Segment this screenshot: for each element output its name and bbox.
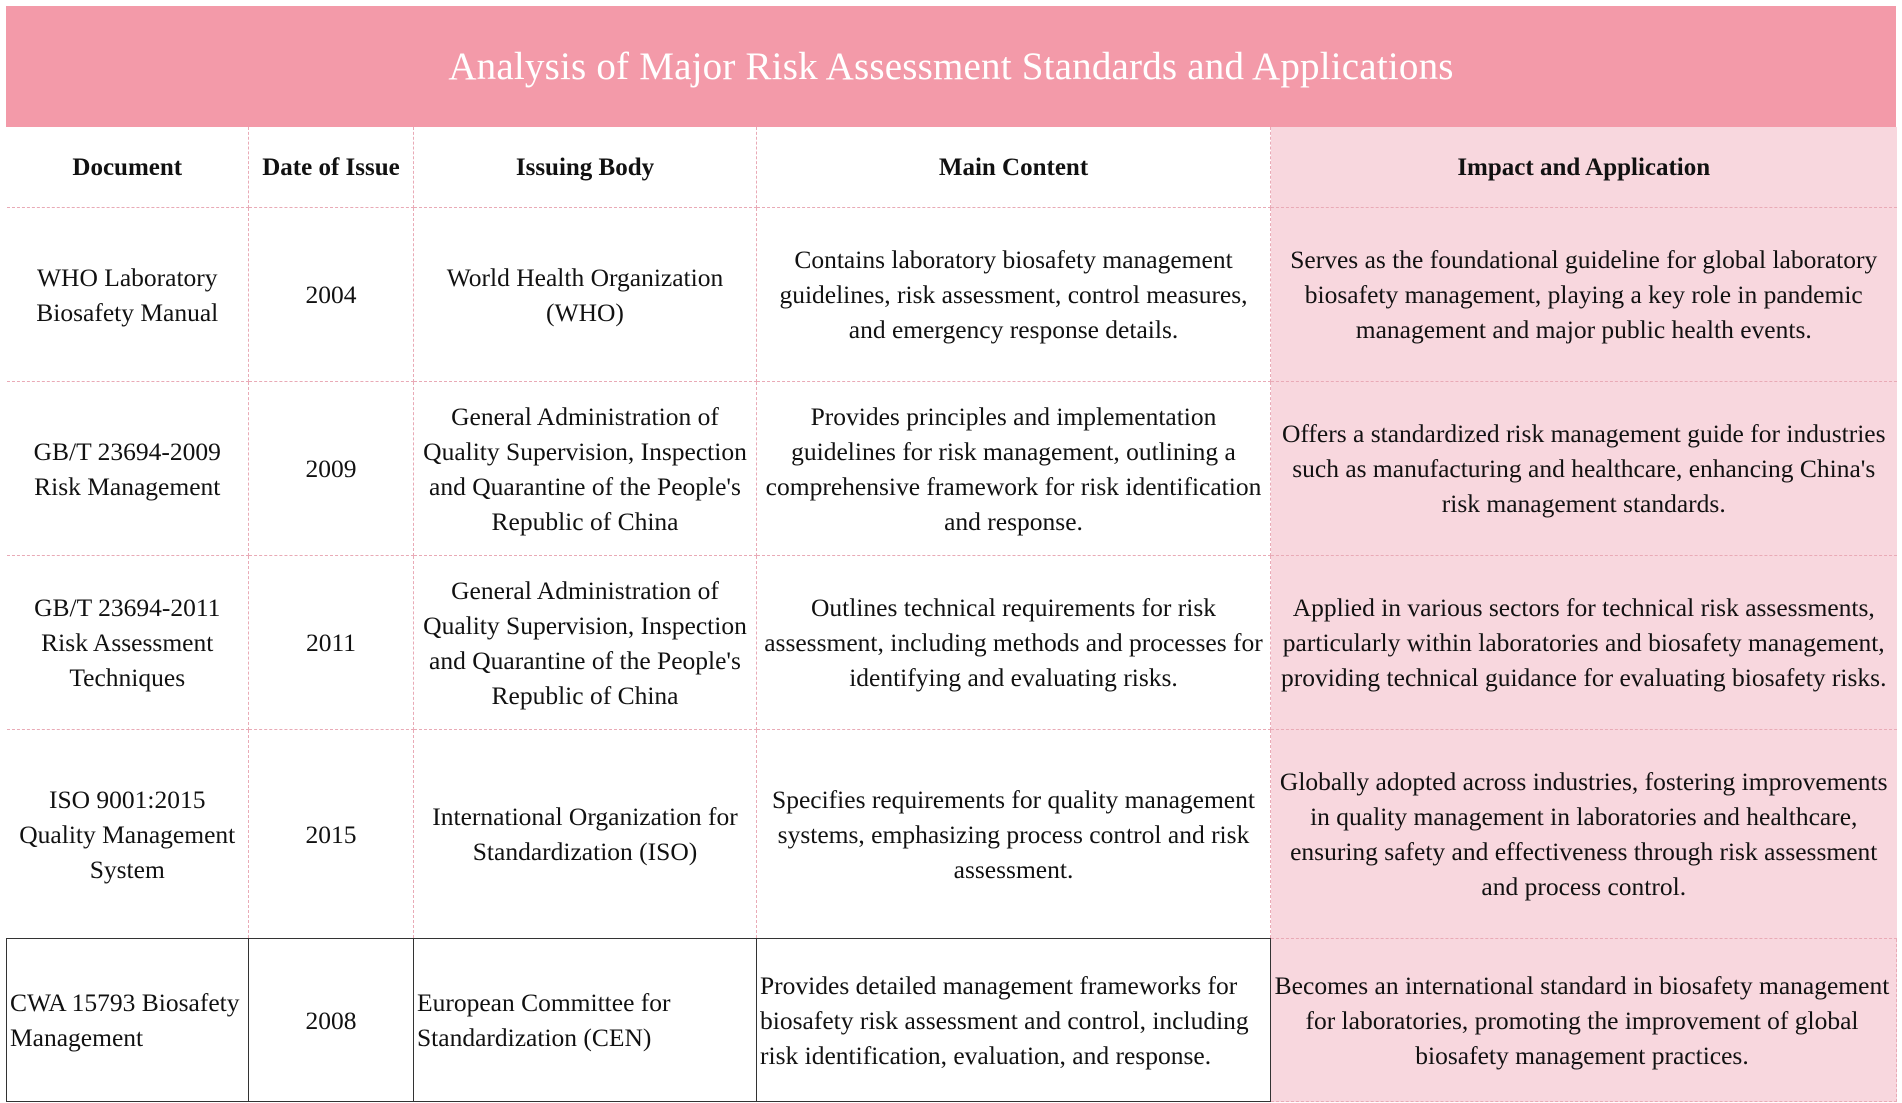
table-row [7, 556, 1897, 730]
figure-title: Analysis of Major Risk Assessment Standards and Applications [448, 45, 1454, 88]
cell-main-content: Contains laboratory biosafety management guidelines, risk assessment, control measures, and emergency response details. [757, 208, 1271, 382]
cell-document: CWA 15793 Biosafety Management [7, 939, 249, 1102]
cell-date: 2009 [249, 382, 414, 556]
cell-date: 2015 [249, 730, 414, 939]
cell-document: GB/T 23694-2011 Risk Assessment Techniques [7, 556, 249, 730]
cell-main-content: Outlines technical requirements for risk assessment, including methods and processes for identifying and evaluating risks. [757, 556, 1271, 730]
cell-document: GB/T 23694-2009 Risk Management [7, 382, 249, 556]
cell-date: 2011 [249, 556, 414, 730]
header-issuing-body: Issuing Body [414, 127, 757, 208]
cell-issuing-body: European Committee for Standardization (CEN) [414, 939, 757, 1102]
cell-main-content: Provides principles and implementation guidelines for risk management, outlining a comprehensive framework for risk identification and response. [757, 382, 1271, 556]
header-row [7, 127, 1897, 208]
cell-date: 2008 [249, 939, 414, 1102]
cell-issuing-body: International Organization for Standardization (ISO) [414, 730, 757, 939]
header-date-of-issue: Date of Issue [249, 127, 414, 208]
header-impact-and-application: Impact and Application [1271, 127, 1897, 208]
cell-impact: Applied in various sectors for technical risk assessments, particularly within laboratories and biosafety management, providing technical guidance for evaluating biosafety risks. [1271, 556, 1897, 730]
cell-main-content: Specifies requirements for quality management systems, emphasizing process control and risk assessment. [757, 730, 1271, 939]
cell-impact: Globally adopted across industries, fostering improvements in quality management in laboratories and healthcare, ensuring safety and effectiveness through risk assessment and process control. [1271, 730, 1897, 939]
table-row [7, 730, 1897, 939]
cell-document: WHO Laboratory Biosafety Manual [7, 208, 249, 382]
cell-issuing-body: General Administration of Quality Supervision, Inspection and Quarantine of the People's Republic of China [414, 382, 757, 556]
standards-figure [6, 6, 1896, 1103]
cell-issuing-body: General Administration of Quality Supervision, Inspection and Quarantine of the People's Republic of China [414, 556, 757, 730]
table-row [7, 382, 1897, 556]
cell-document: ISO 9001:2015 Quality Management System [7, 730, 249, 939]
table-row [7, 208, 1897, 382]
cell-date: 2004 [249, 208, 414, 382]
standards-table [6, 127, 1897, 1102]
cell-issuing-body: World Health Organization (WHO) [414, 208, 757, 382]
header-main-content: Main Content [757, 127, 1271, 208]
title-banner [6, 6, 1896, 127]
cell-impact: Serves as the foundational guideline for global laboratory biosafety management, playing a key role in pandemic management and major public health events. [1271, 208, 1897, 382]
cell-impact: Becomes an international standard in biosafety management for laboratories, promoting the improvement of global biosafety management practices. [1271, 939, 1897, 1102]
cell-impact: Offers a standardized risk management guide for industries such as manufacturing and healthcare, enhancing China's risk management standards. [1271, 382, 1897, 556]
header-document: Document [7, 127, 249, 208]
cell-main-content: Provides detailed management frameworks for biosafety risk assessment and control, including risk identification, evaluation, and response. [757, 939, 1271, 1102]
table-row [7, 939, 1897, 1102]
